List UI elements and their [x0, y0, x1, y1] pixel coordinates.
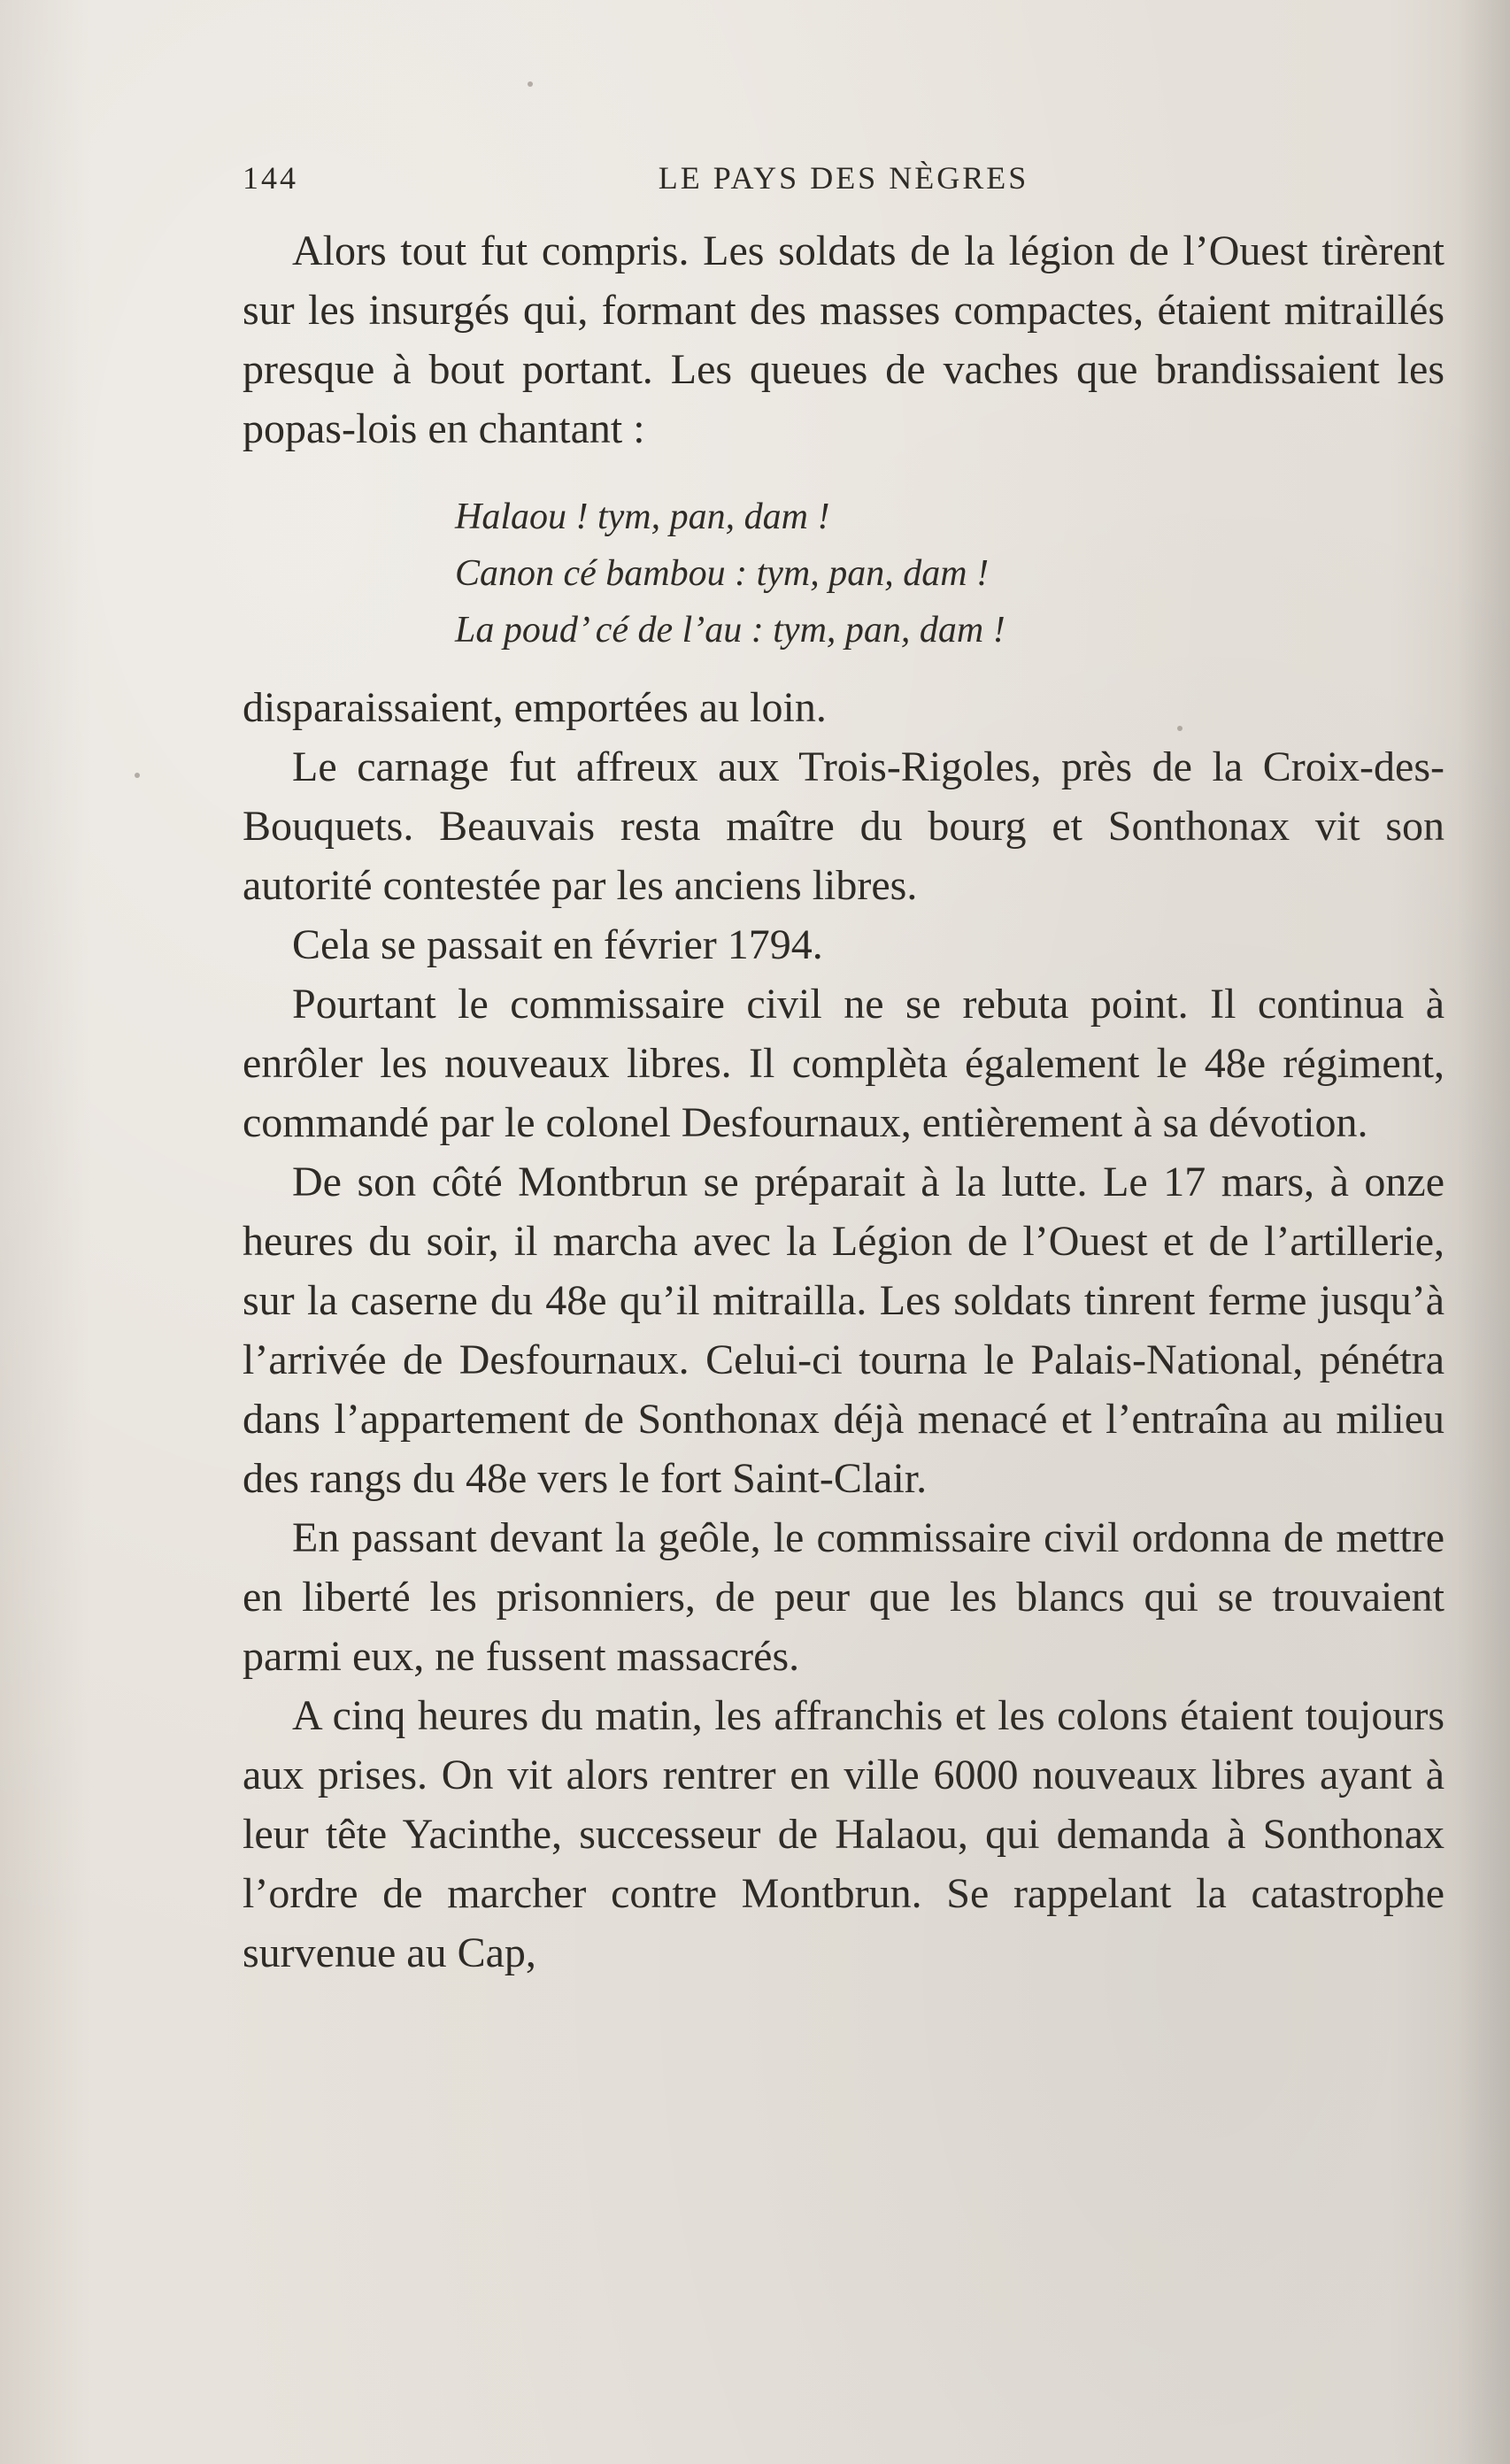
song-verse	[455, 489, 1445, 658]
opening-paragraph: Alors tout fut compris. Les soldats de la légion de l’Ouest tirèrent sur les insurgés qui, formant des masses compactes, étaient mitraillés presque à bout portant. Les queues de vaches que brandissaient les popas-lois en chantant :	[243, 227, 1445, 452]
paragraph: A cinq heures du matin, les affranchis et les colons étaient toujours aux prises. On vit alors rentrer en ville 6000 nouveaux libres ayant à leur tête Yacinthe, successeur de Halaou, qui demanda à Sonthonax l’ordre de marcher contre Montbrun. Se rappelant la catastrophe survenue au Cap,	[243, 1692, 1445, 1976]
paper-speck	[528, 81, 533, 87]
page-edge-shadow	[1457, 0, 1510, 2464]
verse-line: La poud’ cé de l’au : tym, pan, dam !	[455, 610, 1005, 651]
running-title: LE PAYS DES NÈGRES	[658, 160, 1029, 196]
verse-line: Canon cé bambou : tym, pan, dam !	[455, 553, 990, 594]
verse-line: Halaou ! tym, pan, dam !	[455, 497, 830, 537]
page-number: 144	[243, 160, 298, 196]
continuation-line: disparaissaient, emportées au loin.	[243, 684, 827, 731]
paragraph: Pourtant le commissaire civil ne se rebuta point. Il continua à enrôler les nouveaux libres. Il complèta également le 48e régiment, commandé par le colonel Desfournaux, entièrement à sa dévotion.	[243, 981, 1445, 1146]
paper-speck	[135, 773, 140, 778]
paragraph: Le carnage fut affreux aux Trois-Rigoles, près de la Croix-des-Bouquets. Beauvais resta maître du bourg et Sonthonax vit son autorité contestée par les anciens libres.	[243, 743, 1445, 909]
running-header	[243, 159, 1445, 204]
paragraph: En passant devant la geôle, le commissaire civil ordonna de mettre en liberté les prisonniers, de peur que les blancs qui se trouvaient parmi eux, ne fussent massacrés.	[243, 1514, 1445, 1680]
paragraph: De son côté Montbrun se préparait à la lutte. Le 17 mars, à onze heures du soir, il marcha avec la Légion de l’Ouest et de l’artillerie, sur la caserne du 48e qu’il mitrailla. Les soldats tinrent ferme jusqu’à l’arrivée de Desfournaux. Celui-ci tourna le Palais-National, pénétra dans l’appartement de Sonthonax déjà menacé et l’entraîna au milieu des rangs du 48e vers le fort Saint-Clair.	[243, 1159, 1445, 1502]
paragraph: Cela se passait en février 1794.	[292, 921, 823, 968]
page-body	[243, 221, 1445, 1983]
